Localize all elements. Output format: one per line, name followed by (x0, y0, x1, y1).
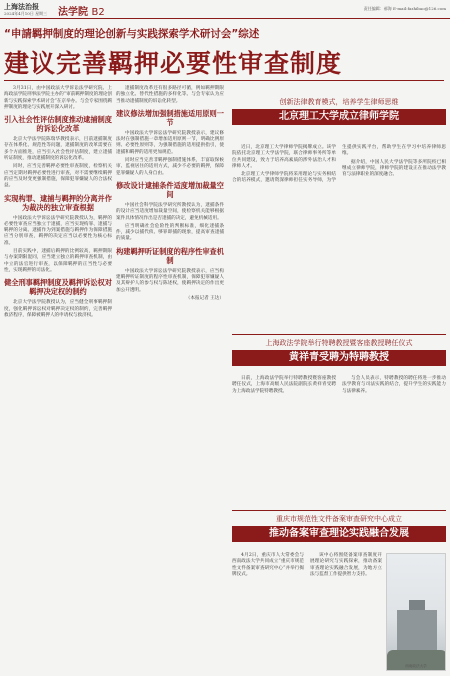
editor-info: 责任编辑：郝海 E-mail:fazhibao@126.com (363, 6, 446, 11)
paragraph: 中国政法大学诉讼法学研究院教授认为，羁押的必要性审查应当独立于逮捕，应当实现构罪、逮捕与羁押的分离。逮捕作为到案措施与羁押作为保障措施应当分别审查，羁押的决定应当以必要性为核心标准。 (4, 215, 112, 246)
article2-body (232, 145, 446, 185)
article2-title: 北京理工大学成立律师学院 (232, 109, 446, 125)
headline-rule (4, 80, 444, 81)
article-kicker: “申請羁押制度的理论创新与实践探索学术研讨会”综述 (4, 28, 260, 40)
reporter-note: （本报记者 王达） (185, 295, 224, 301)
paragraph: 北京大学法学院教授认为，应当健全刑事羁押制度，强化羁押诉讼权对羁押决定权的制约，完善羁押救济程序，保障被羁押人的申请权与救济权。 (4, 300, 112, 318)
paragraph: 同时，应当完善羁押必要性审查制度，检察机关应当定期对羁押必要性进行审查，对不需要继续羁押的应当及时变更强制措施，保障犯罪嫌疑人的合法权益。 (4, 164, 112, 189)
paragraph: 北京理工大学律师学院将采用理论与实务相结合的培养模式，邀请资深律师担任实务导师，为学生提供实践平台，帮助学生在学习中培养律师思维。 (232, 145, 446, 184)
section-title: 法学院 B2 (58, 7, 105, 18)
section-divider (232, 510, 446, 511)
article3-heading (232, 339, 446, 366)
issue-date: 2024年4月10日 星期三 (4, 11, 48, 16)
paragraph: 应当明确社会危险性的判断标准，细化逮捕条件，减少以捕代侦、够罪即捕的现象，提高审查逮捕的质量。 (116, 223, 224, 242)
masthead (0, 0, 450, 19)
building (397, 610, 437, 654)
article4-heading (232, 515, 446, 542)
article3-subtitle: 上海政法学院举行特聘教授暨客座教授聘任仪式 (265, 339, 413, 347)
subheading-3: 健全刑事羁押制度及羁押诉讼权对羁押决定权的制约 (4, 278, 112, 297)
paragraph: 中国社会科学院法学研究所教授认为，逮捕条件的设计应当适度增加裁量空间，使检察机关能够根据案件具体情况作出是否逮捕的决定，避免机械适用。 (116, 202, 224, 221)
article2-subtitle: 创新法律教育模式，培养学生律师思维 (279, 98, 399, 106)
paragraph: 同时应当完善非羁押强制措施体系，丰富取保候审、监视居住的适用方式，减少不必要的羁押，保障犯罪嫌疑人的人身自由。 (116, 158, 224, 176)
page-code: B2 (91, 7, 105, 18)
paragraph: 中国政法大学诉讼法学研究院教授表示，建议修法时在强制措施一章增加适用原则一节，明确比例原则、必要性原则等，为强制措施的适用提供指引，使逮捕和羁押的适用更加规范。 (116, 130, 224, 155)
paragraph: 近日，北京理工大学律师学院揭牌成立。该学院依托北京理工大学法学院，联合律师事务所等单位共同建设，致力于培养高素质的涉外法治人才和律师人才。 (232, 145, 336, 169)
paragraph: 中国政法大学诉讼法学研究院教授表示，应当构建羁押听证制度的程序性审查机制，保障犯罪嫌疑人及其辩护人的参与权与陈述权，使羁押决定的作出更加公开透明。 (116, 268, 224, 293)
paragraph: 与会人员表示，特聘教授的聘任将进一步推动法学教育与司法实践的结合，提升学生的实践能力与法律素养。 (342, 376, 446, 394)
intro-paragraph: 3月31日，由中国政法大学诉讼法学研究院、上海政法学院刑事法学院主办的“审前羁押制度的理论创新与实践探索学术研讨会”在京举办。与会专家围绕羁押制度的理论与实践展开深入研讨。 (4, 86, 113, 110)
newspaper-name: 上海法治报 (4, 2, 39, 11)
subheading-6: 构建羁押听证制度的程序性审查机制 (116, 246, 224, 265)
paragraph: 据介绍，中国人民大学法学院等多所院校已相继成立律师学院，律师学院的建设正在推动法学教育与法律职业的深度融合。 (342, 159, 446, 178)
paragraph: 日前，上海政法学院举行特聘教授暨客座教授聘任仪式，上海市高级人民法院副院长黄祥青受聘为上海政法学院特聘教授。 (232, 376, 336, 394)
paragraph: 目前实践中，逮捕后羁押的比例较高，羁押期限与办案期限混同，应当建立独立的羁押审查机制，由中立的法官进行审查，以保障羁押的正当性与必要性，实现羁押的司法化。 (4, 249, 112, 273)
subheading-5: 修改设计逮捕条件适度增加裁量空间 (116, 180, 224, 199)
article4-title: 推动备案审查理论实践融合发展 (232, 526, 446, 542)
article3-body (232, 376, 446, 397)
paragraph: 4月2日，重庆市人大常委会与西南政法大学共同成立“重庆市规范性文件备案审查研究中心”并举行揭牌仪式。 (232, 553, 304, 577)
article-headline: 建议完善羁押必要性审查制度 (4, 49, 343, 78)
paragraph: 北京大学法学院陈瑞华教授表示，目前逮捕制度存在体系化、规范性等问题，逮捕制度的改革需要在多个方面推进，应当引入社会性评估制度，建立逮捕听证制度，推动逮捕制度的诉讼化改革。 (4, 137, 112, 162)
article3-title: 黄祥青受聘为特聘教授 (232, 350, 446, 366)
subheading-4: 建议修法增加强制措施适用原则一节 (116, 108, 224, 127)
paragraph: 逮捕制度改革还有很多路径可循，例如羁押期限的独立化、替代性措施的多样化等。与会专家认为应当推动逮捕制度的诉讼化转型。 (116, 86, 224, 104)
section-divider (232, 334, 446, 335)
subheading-2: 实现构罪、逮捕与羁押的分离并作为裁决的独立审查根据 (4, 193, 112, 212)
article4-subtitle: 重庆市规范性文件备案审查研究中心成立 (276, 515, 402, 523)
article4-body (232, 553, 382, 580)
campus-photo (386, 553, 446, 671)
photo-caption: 西南政法大学 (405, 664, 427, 668)
middle-column (116, 86, 224, 304)
paragraph: 该中心将围绕备案审查制度开展理论研究与实践探索，推动备案审查理论实践融合发展，为地方立法与监督工作提供智力支持。 (310, 553, 382, 577)
subheading-1: 引入社会性评估制度推动逮捕制度的诉讼化改革 (4, 115, 112, 134)
article2-heading (232, 98, 446, 125)
left-column (4, 86, 112, 321)
